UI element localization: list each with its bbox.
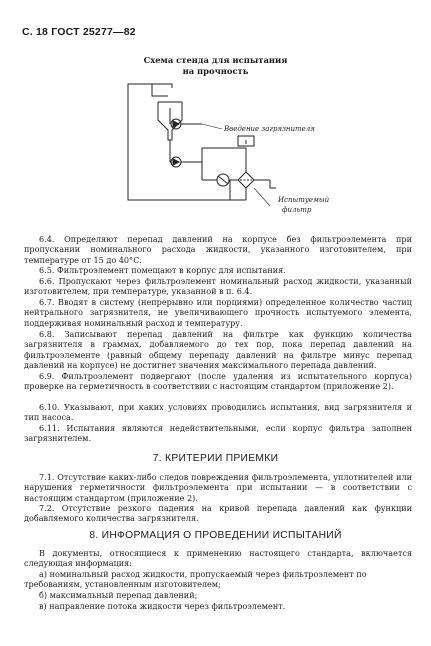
list-item-c: в) направление потока жидкости через фильтроэлемент.	[39, 601, 286, 611]
paragraph-6-4: 6.4. Определяют перепад давлений на корпусе без фильтроэлемента при пропускании номинального расхода жидкости, указанного изготовителем, при температуре от 15 до 40°С.	[24, 234, 412, 265]
paragraph-6-8: 6.8. Записывают перепад давлений на фильтре как функцию количества загрязнителя в граммах, добавляемого до тех пор, пока перепад давлений на фильтроэлементе (равный общему перепаду давлений на фильтре минус перепад давлений на корпусе) не достигнет значения максимального перепада давлений.	[24, 329, 412, 371]
dosing-pump	[171, 119, 181, 129]
list-item-a: а) номинальный расход жидкости, пропускаемый через фильтроэлемент по требованиям, установленным изготовителем;	[24, 569, 367, 590]
paragraph-7-1: 7.1. Отсутствие каких-либо следов повреждения фильтроэлемента, уплотнителей или нарушения герметичности фильтроэлемента при испытании — в соответствии с настоящим стандартом (приложение 2).	[24, 472, 412, 503]
paragraph-8-intro: В документы, относящиеся к применению настоящего стандарта, включается следующая информация:	[24, 548, 412, 569]
paragraph-6-5: 6.5. Фильтроэлемент помещают в корпус для испытания.	[39, 265, 286, 275]
page-header: С. 18 ГОСТ 25277—82	[22, 26, 136, 38]
paragraph-6-7: 6.7. Вводят в систему (непрерывно или порциями) определенное количество частиц нейтрального загрязнителя, не увеличивающего прочность испытуемого элемента, поддерживая номинальный расход и температуру.	[24, 297, 412, 328]
test-filter-label-line1: Испытуемый	[278, 196, 330, 204]
list-item-b: б) максимальный перепад давлений;	[39, 590, 198, 600]
test-filter-symbol	[238, 172, 254, 188]
paragraph-6-10: 6.10. Указывают, при каких условиях проводились испытания, вид загрязнителя и тип насоса.	[24, 402, 412, 423]
test-stand-diagram	[110, 78, 300, 228]
paragraph-6-6: 6.6. Пропускают через фильтроэлемент номинальный расход жидкости, указанный изготовителем, при температуре, указанной в п. 6.4.	[24, 276, 412, 297]
reservoir	[128, 84, 182, 140]
figure-subtitle: на прочность	[182, 66, 249, 76]
paragraph-6-11: 6.11. Испытания являются недействительными, если корпус фильтра заполнен загрязнителем.	[24, 423, 412, 444]
figure-title: Схема стенда для испытания	[143, 55, 288, 65]
manometer	[238, 136, 254, 146]
main-pump	[171, 157, 181, 167]
paragraph-6-9: 6.9. Фильтроэлемент подвергают (после удаления из испытательного корпуса) проверке на герметичность в соответствии с настоящим стандартом (приложение 2).	[24, 371, 412, 392]
contaminant-input-label: Введение загрязнителя	[224, 125, 315, 133]
paragraph-7-2: 7.2. Отсутствие резкого падения на кривой перепада давлений как функции добавляемого количества загрязнителя.	[24, 503, 412, 524]
section-7-title: 7. КРИТЕРИИ ПРИЕМКИ	[152, 453, 279, 464]
heat-exchanger	[217, 174, 229, 186]
test-filter-label-line2: фильтр	[282, 206, 312, 214]
section-8-title: 8. ИНФОРМАЦИЯ О ПРОВЕДЕНИИ ИСПЫТАНИЙ	[89, 530, 342, 541]
